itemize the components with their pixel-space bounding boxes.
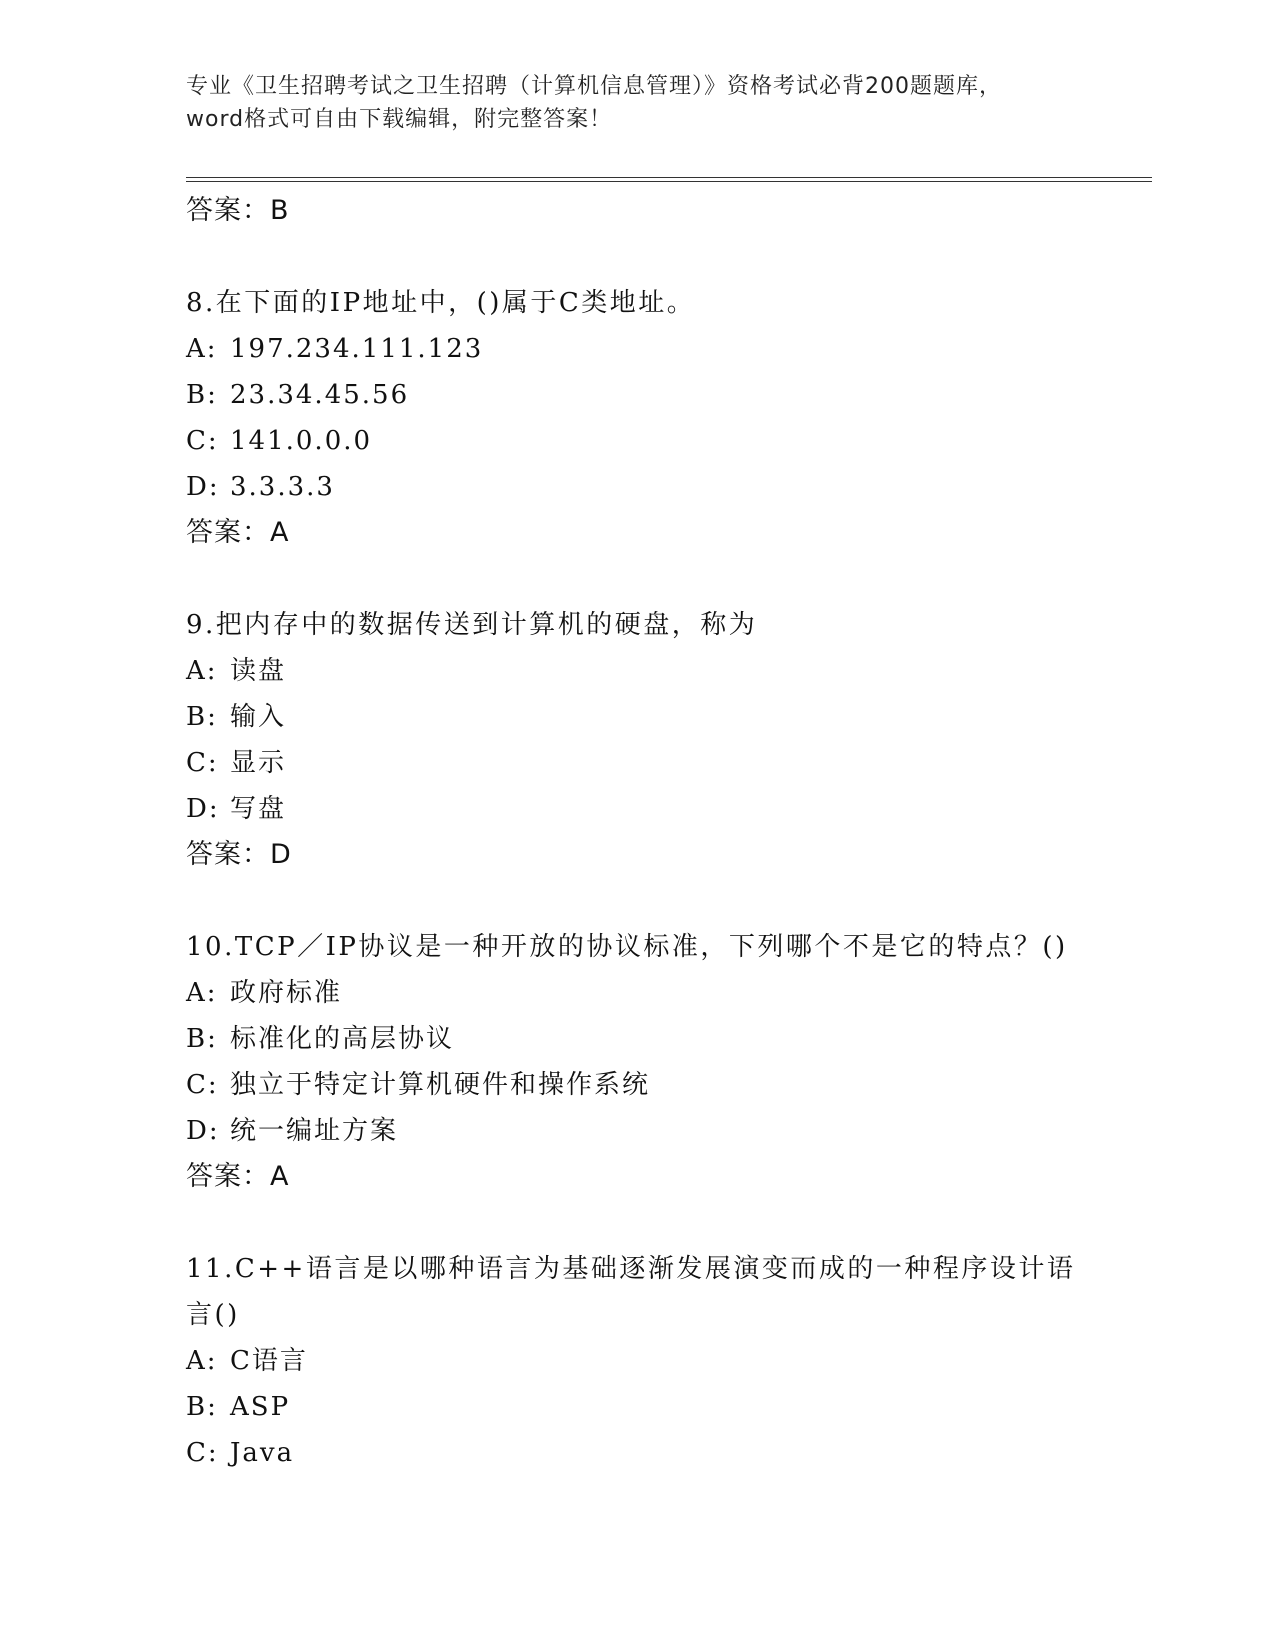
option-text: 197.234.111.123 [230, 334, 484, 364]
option-label: A: [186, 656, 218, 686]
option-d [186, 1108, 1086, 1154]
option-d [186, 464, 1086, 510]
option-c [186, 1062, 1086, 1108]
option-a [186, 970, 1086, 1016]
option-d [186, 786, 1086, 832]
option-label: C: [186, 426, 219, 456]
option-text: 读盘 [230, 656, 287, 686]
answer-line: 答案：D [186, 839, 292, 870]
question-item [186, 280, 1086, 556]
question-item [186, 602, 1086, 878]
question-item [186, 924, 1086, 1200]
option-label: B: [186, 380, 218, 410]
option-b [186, 372, 1086, 418]
option-text: 标准化的高层协议 [230, 1024, 455, 1054]
option-b [186, 694, 1086, 740]
option-a [186, 326, 1086, 372]
question-stem: 9.把内存中的数据传送到计算机的硬盘，称为 [186, 610, 758, 640]
option-text: 23.34.45.56 [230, 380, 410, 410]
option-label: C: [186, 748, 219, 778]
header-line-1: 专业《卫生招聘考试之卫生招聘（计算机信息管理）》资格考试必背200题题库， [186, 74, 1002, 99]
option-a [186, 648, 1086, 694]
question-list [186, 188, 1086, 1476]
option-a [186, 1338, 1086, 1384]
answer-line: 答案：A [186, 517, 290, 548]
option-text: 统一编址方案 [230, 1116, 399, 1146]
option-c [186, 740, 1086, 786]
question-item [186, 1246, 1086, 1476]
question-stem: 8.在下面的IP地址中，()属于C类地址。 [186, 288, 696, 318]
option-c [186, 1430, 1086, 1476]
option-text: 写盘 [230, 794, 287, 824]
option-label: C: [186, 1070, 219, 1100]
option-label: B: [186, 1392, 218, 1422]
header-line-2: word格式可自由下载编辑，附完整答案！ [186, 107, 613, 132]
option-text: 141.0.0.0 [230, 426, 373, 456]
option-label: D: [186, 1116, 220, 1146]
option-b [186, 1384, 1086, 1430]
option-label: D: [186, 472, 220, 502]
header-rule-bottom [186, 181, 1152, 182]
answer-line: 答案：A [186, 1161, 290, 1192]
option-text: 显示 [230, 748, 287, 778]
option-label: A: [186, 1346, 218, 1376]
header-rule-top [186, 177, 1152, 178]
option-label: A: [186, 978, 218, 1008]
option-b [186, 1016, 1086, 1062]
option-text: C语言 [230, 1346, 308, 1376]
option-label: A: [186, 334, 218, 364]
question-stem: 11.C++语言是以哪种语言为基础逐渐发展演变而成的一种程序设计语言() [186, 1254, 1076, 1330]
option-text: 独立于特定计算机硬件和操作系统 [230, 1070, 651, 1100]
option-text: 3.3.3.3 [230, 472, 335, 502]
option-label: D: [186, 794, 220, 824]
option-c [186, 418, 1086, 464]
option-text: Java [230, 1438, 295, 1468]
option-text: ASP [230, 1392, 291, 1422]
option-label: B: [186, 702, 218, 732]
question-stem: 10.TCP／IP协议是一种开放的协议标准，下列哪个不是它的特点？() [186, 932, 1068, 962]
option-label: B: [186, 1024, 218, 1054]
option-label: C: [186, 1438, 219, 1468]
answer-line: 答案：B [186, 195, 290, 226]
option-text: 政府标准 [230, 978, 343, 1008]
document-header [186, 70, 1086, 136]
option-text: 输入 [230, 702, 287, 732]
